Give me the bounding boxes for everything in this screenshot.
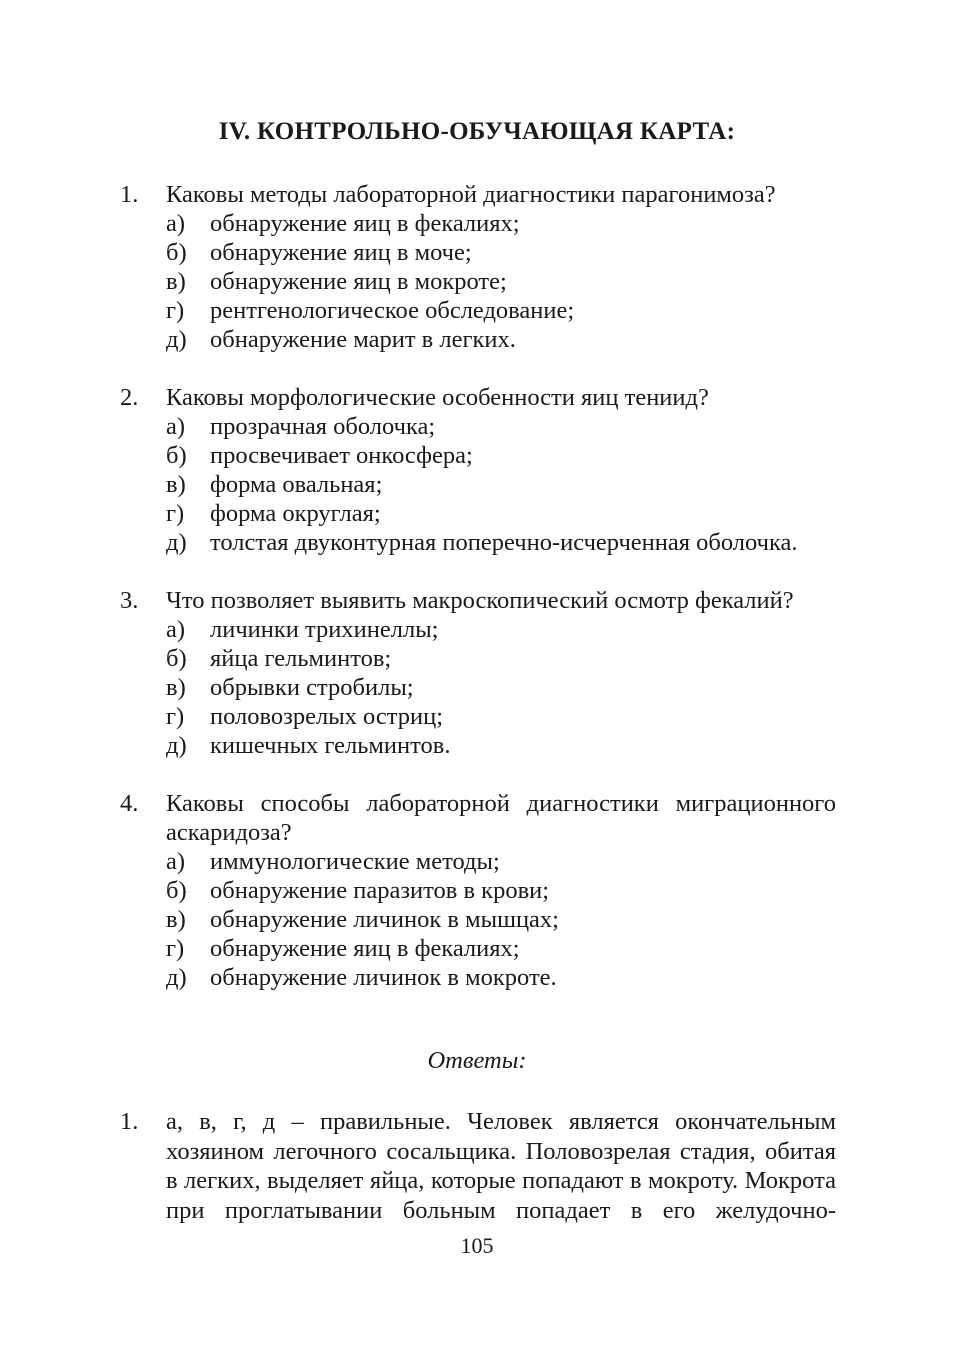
option-text: личинки трихинеллы; [210,616,439,643]
option-text: обрывки стробилы; [210,674,414,701]
option-item [120,615,836,644]
option-text: половозрелых остриц; [210,703,444,730]
option-letter: б) [166,239,187,266]
option-letter: г) [166,297,185,324]
page-number: 105 [460,1233,494,1258]
option-text: кишечных гельминтов. [210,732,451,759]
answers-heading: Ответы: [427,1047,527,1074]
question-4 [120,789,836,992]
option-text: обнаружение яиц в моче; [210,239,472,266]
option-text: форма округлая; [210,500,381,527]
option-letter: в) [166,674,186,701]
option-letter: г) [166,703,185,730]
question-text: Каковы методы лабораторной диагностики парагонимоза? [166,181,776,208]
option-item [120,847,836,876]
option-text: обнаружение личинок в мокроте. [210,964,557,991]
option-item [120,731,836,760]
answer-1 [120,1107,836,1225]
option-text: рентгенологическое обследование; [210,297,575,324]
answer-text: а, в, г, д – правильные. Человек является окончательным хозяином легочного сосальщика. Половозрелая стадия, обитая в легких, выделяет яйца, которые попадают в мокроту. Мокрота при проглатывании больным попадает в его желудочно- [166,1108,836,1224]
option-letter: д) [166,964,187,991]
option-text: иммунологические методы; [210,848,500,875]
option-item [120,644,836,673]
option-letter: д) [166,529,187,556]
option-letter: г) [166,935,185,962]
option-letter: в) [166,471,186,498]
option-item [120,296,836,325]
question-text: Что позволяет выявить макроскопический осмотр фекалий? [166,587,794,614]
option-item [120,702,836,731]
option-text: обнаружение яиц в фекалиях; [210,935,520,962]
option-item [120,238,836,267]
option-item [120,934,836,963]
option-item [120,876,836,905]
option-letter: г) [166,500,185,527]
option-item [120,209,836,238]
option-letter: в) [166,268,186,295]
option-letter: б) [166,645,187,672]
option-item [120,528,836,557]
option-letter: б) [166,877,187,904]
option-letter: д) [166,326,187,353]
option-item [120,905,836,934]
option-text: прозрачная оболочка; [210,413,436,440]
option-text: обнаружение яиц в фекалиях; [210,210,520,237]
option-item [120,673,836,702]
option-letter: в) [166,906,186,933]
question-text: Каковы морфологические особенности яиц тениид? [166,384,709,411]
option-letter: а) [166,616,186,643]
option-item [120,412,836,441]
question-1 [120,180,836,354]
question-3 [120,586,836,760]
option-item [120,325,836,354]
question-2 [120,383,836,557]
answer-number: 1. [120,1108,139,1135]
section-title: IV. КОНТРОЛЬНО-ОБУЧАЮЩАЯ КАРТА: [218,118,736,145]
option-text: толстая двуконтурная поперечно-исчерченная оболочка. [210,529,798,556]
question-number: 4. [120,790,139,817]
option-list [120,847,836,992]
option-text: форма овальная; [210,471,383,498]
option-text: обнаружение марит в легких. [210,326,516,353]
option-list [120,209,836,354]
option-text: обнаружение паразитов в крови; [210,877,550,904]
option-letter: а) [166,413,186,440]
question-number: 2. [120,384,139,411]
option-letter: б) [166,442,187,469]
option-item [120,441,836,470]
option-item [120,963,836,992]
option-text: обнаружение личинок в мышцах; [210,906,559,933]
option-letter: а) [166,848,186,875]
option-text: просвечивает онкосфера; [210,442,473,469]
option-list [120,412,836,557]
option-item [120,470,836,499]
question-number: 3. [120,587,139,614]
option-item [120,499,836,528]
option-list [120,615,836,760]
option-text: яйца гельминтов; [210,645,392,672]
question-number: 1. [120,181,139,208]
option-text: обнаружение яиц в мокроте; [210,268,507,295]
option-item [120,267,836,296]
question-text: Каковы способы лабораторной диагностики миграционного аскаридоза? [166,790,836,846]
option-letter: а) [166,210,186,237]
option-letter: д) [166,732,187,759]
